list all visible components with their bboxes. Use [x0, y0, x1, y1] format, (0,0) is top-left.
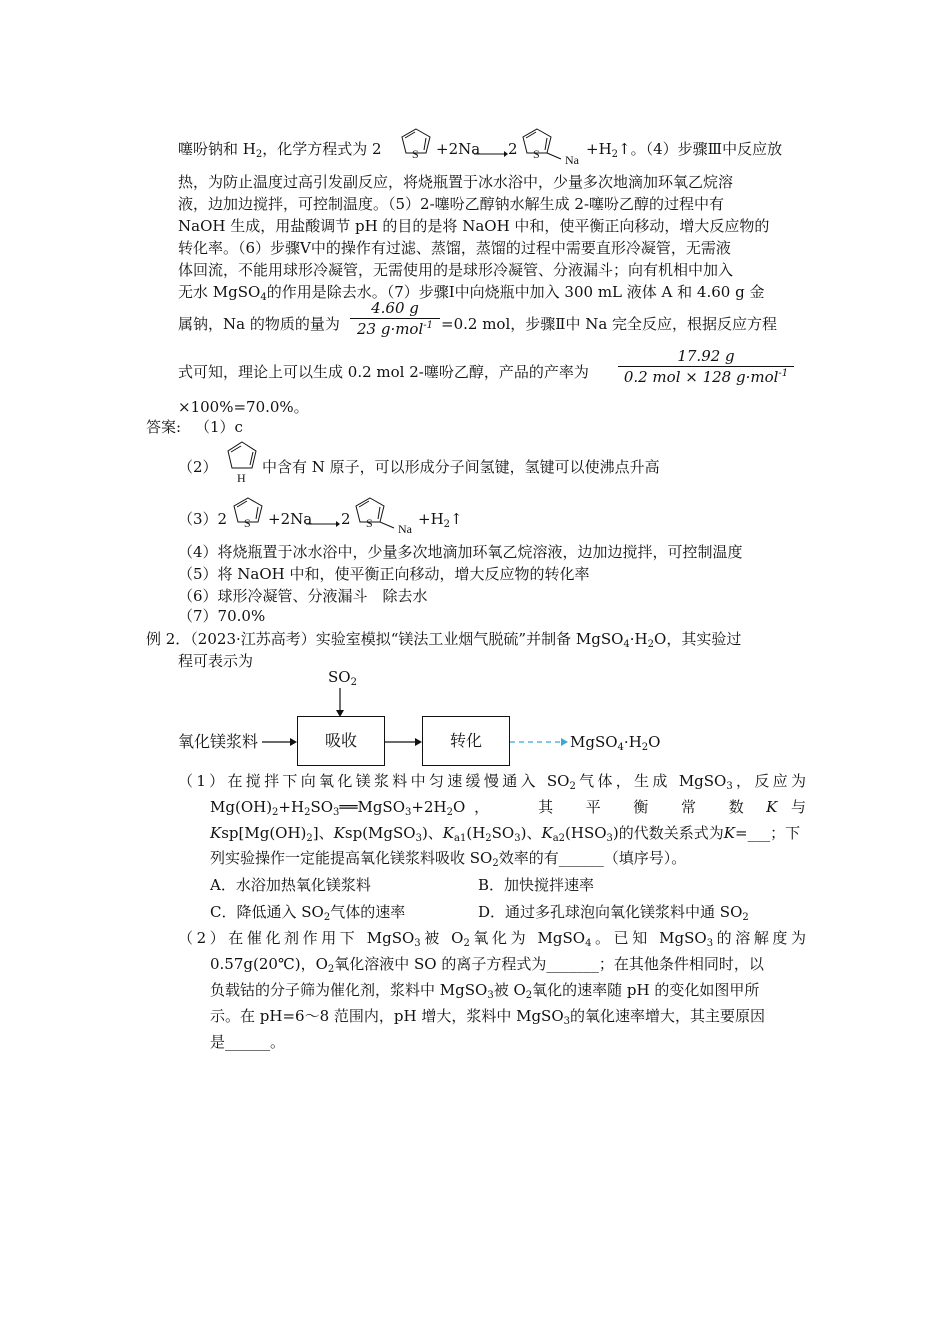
answer-blank[interactable]: ___: [747, 824, 771, 842]
question-line: $Ksp[Mg(OH)_2]$、Ksp(MgSO$_3$)、$K_{a1}(H_2SO_3)$、$K_{a2}(HSO_3)$的代数关系式为K=___；下: [210, 824, 801, 844]
answer-item: （2）: [178, 458, 218, 476]
text-line: 体回流，不能用球形冷凝管，无需使用的是球形冷凝管、分液漏斗；向有机相中加入: [178, 261, 734, 279]
svg-text:Na: Na: [398, 522, 412, 536]
answer-item: （7）70.0%: [178, 607, 266, 625]
dashed-arrow: [510, 737, 570, 747]
answer-item: （5）将 NaOH 中和，使平衡正向移动，增大反应物的转化率: [178, 565, 590, 583]
convert-box: 转化: [422, 716, 510, 766]
absorb-box: 吸收: [297, 716, 385, 766]
reaction-arrow: [474, 150, 508, 158]
thiophene-structure: [398, 125, 434, 161]
text-line: $+H_2↑$。（4）步骤Ⅲ中反应放: [586, 140, 783, 160]
question-line: $Mg(OH)_2+H_2SO_3══MgSO_3+2H_2O$， 其 平 衡 常 数 K 与: [210, 798, 806, 818]
question-line: （2）在催化剂作用下 MgSO$_3$被 $O_2$氧化为 MgSO$_4$。已知 MgSO$_3$的溶解度为: [178, 929, 806, 949]
text-line: 属钠，Na 的物质的量为: [178, 315, 340, 333]
answer-item: 2: [341, 510, 351, 528]
text-line: 2: [508, 140, 518, 158]
thiophene-sodium-structure: [352, 494, 418, 534]
feed-arrow: [262, 737, 298, 747]
answer-item: +2Na: [268, 510, 313, 528]
thiophene-structure: [230, 494, 266, 530]
text-line: 无水 MgSO$_4$的作用是除去水。（7）步骤Ⅰ中向烧瓶中加入 300 mL 液体 A 和 4.60 g 金: [178, 283, 765, 303]
answer-item: $+H_2↑$: [418, 510, 463, 530]
reaction-arrow: [306, 520, 340, 528]
text-line: 热，为防止温度过高引发副反应，将烧瓶置于冰水浴中，少量多次地滴加环氧乙烷溶: [178, 173, 734, 191]
answer-label: 答案:: [146, 418, 182, 436]
question-line: （1）在搅拌下向氧化镁浆料中匀速缓慢通入 $SO_2$气体，生成 MgSO$_3$，反应为: [178, 772, 806, 792]
answer-item: 中含有 N 原子，可以形成分子间氢键，氢键可以使沸点升高: [262, 458, 660, 476]
question-line: 示。在 pH=6～8 范围内，pH 增大，浆料中 MgSO$_3$的氧化速率增大，其主要原因: [210, 1007, 766, 1027]
fraction-moles-na: 4.60 g 23 g·mol$^{-1}$: [350, 298, 440, 339]
feed-label: 氧化镁浆料: [178, 732, 259, 751]
svg-text:S: S: [366, 516, 373, 530]
option-d[interactable]: D．通过多孔球泡向氧化镁浆料中通 $SO_2$: [478, 903, 749, 923]
answer-item: （3）2: [178, 510, 228, 528]
text-line: ×100%=70.0%。: [178, 398, 309, 416]
so2-label: $SO_2$: [328, 668, 357, 688]
answer-item: （1）c: [195, 418, 243, 436]
text-line: NaOH 生成，用盐酸调节 pH 的目的是将 NaOH 中和，使平衡正向移动，增大反应物的: [178, 217, 770, 235]
answer-item: （4）将烧瓶置于冰水浴中，少量多次地滴加环氧乙烷溶液，边加边搅拌，可控制温度: [178, 543, 743, 561]
so2-arrow: [334, 688, 346, 718]
option-c[interactable]: C．降低通入 $SO_2$气体的速率: [210, 903, 406, 923]
option-a[interactable]: A．水浴加热氧化镁浆料: [210, 876, 371, 894]
fraction-yield: 17.92 g 0.2 mol × 128 g·mol$^{-1}$: [618, 346, 794, 387]
hydrogen-label: H: [237, 471, 246, 485]
svg-text:Na: Na: [565, 153, 579, 167]
question-line: 列实验操作一定能提高氧化镁浆料吸收 $SO_2$效率的有______（填序号）。: [210, 849, 687, 869]
transfer-arrow: [385, 737, 425, 747]
sulfur-label: S: [412, 147, 419, 161]
svg-text:S: S: [533, 147, 540, 161]
option-b[interactable]: B．加快搅拌速率: [478, 876, 595, 894]
example-heading: 例 2．（2023·江苏高考）实验室模拟“镁法工业烟气脱硫”并制备 $MgSO_4\cdot H_2O$，其实验过: [146, 630, 742, 650]
answer-item: （6）球形冷凝管、分液漏斗 除去水: [178, 587, 428, 605]
thiophene-sodium-structure: [519, 125, 585, 165]
text-line: 式可知，理论上可以生成 0.2 mol 2-噻吩乙醇，产品的产率为: [178, 363, 589, 381]
svg-text:S: S: [244, 516, 251, 530]
question-line: 是______。: [210, 1033, 286, 1051]
question-line: 0.57g(20℃)，$O_2$氧化溶液中 SO 的离子方程式为_______；在其他条件相同时，以: [210, 955, 764, 975]
text-line: 液，边加边搅拌，可控制温度。（5）2-噻吩乙醇钠水解生成 2-噻吩乙醇的过程中有: [178, 195, 725, 213]
text-line: 程可表示为: [178, 652, 254, 670]
text-line: 转化率。（6）步骤Ⅴ中的操作有过滤、蒸馏，蒸馏的过程中需要直形冷凝管，无需液: [178, 239, 731, 257]
product-label: $MgSO_4\cdot H_2O$: [570, 733, 661, 753]
text-line: +2Na: [436, 140, 481, 158]
question-line: 负载钴的分子筛为催化剂，浆料中 MgSO$_3$被 $O_2$氧化的速率随 pH 的变化如图甲所: [210, 981, 760, 1001]
pyrrole-structure: [222, 438, 262, 488]
text-line: =0.2 mol，步骤Ⅱ中 Na 完全反应，根据反应方程: [441, 315, 778, 333]
text-line: 噻吩钠和 $H_2$，化学方程式为 2: [178, 140, 382, 160]
